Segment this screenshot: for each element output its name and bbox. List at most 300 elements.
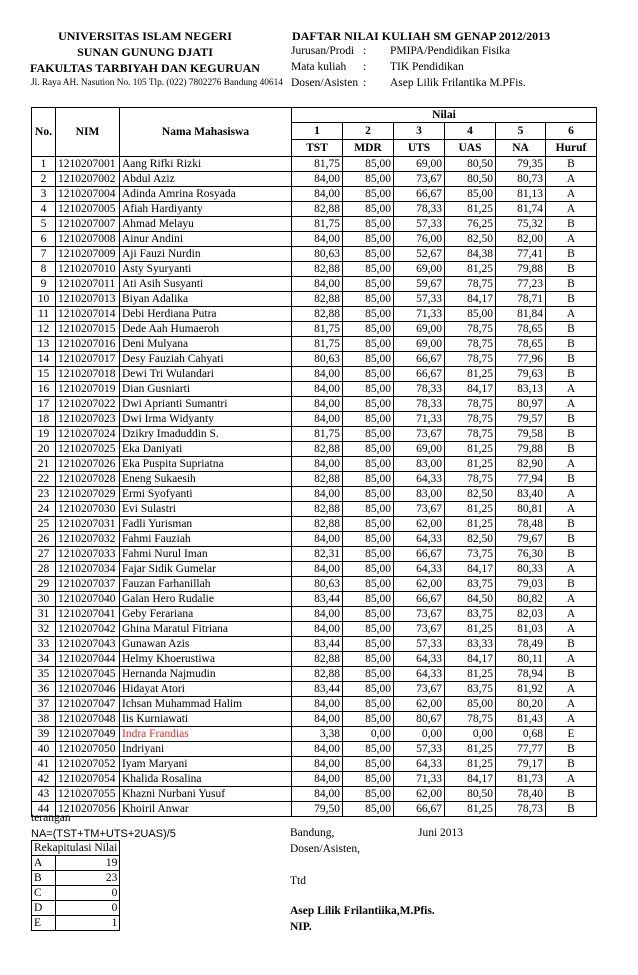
row-nim: 1210207018 [56,367,120,382]
row-huruf: B [546,367,597,382]
row-huruf: B [546,517,597,532]
row-nim: 1210207029 [56,487,120,502]
row-na: 79,58 [496,427,546,442]
row-tst: 79,50 [292,802,343,817]
meta-label-prodi: Jurusan/Prodi [291,45,355,57]
row-mdr: 85,00 [343,742,394,757]
signer-nip: NIP. [290,921,312,933]
table-row [32,727,597,742]
row-uas: 81,25 [445,667,496,682]
row-tst: 82,88 [292,472,343,487]
row-mdr: 85,00 [343,622,394,637]
row-uas: 83,75 [445,577,496,592]
table-row [32,532,597,547]
meta-label-lecturer: Dosen/Asisten [291,77,359,89]
table-row [32,187,597,202]
signature-ttd: Ttd [290,875,306,887]
row-mdr: 85,00 [343,382,394,397]
row-no: 30 [32,592,56,607]
row-uas: 85,00 [445,307,496,322]
table-row [32,577,597,592]
row-no: 1 [32,157,56,172]
row-huruf: A [546,697,597,712]
row-nim: 1210207056 [56,802,120,817]
row-uas: 81,25 [445,622,496,637]
row-tst: 84,00 [292,757,343,772]
row-nim: 1210207010 [56,262,120,277]
row-name: Gunawan Azis [120,637,292,652]
row-mdr: 85,00 [343,577,394,592]
row-tst: 81,75 [292,322,343,337]
row-uts: 71,33 [394,307,445,322]
notes-label: terangan [31,812,71,824]
row-huruf: B [546,292,597,307]
row-nim: 1210207049 [56,727,120,742]
row-uts: 57,33 [394,742,445,757]
row-huruf: E [546,727,597,742]
row-na: 81,43 [496,712,546,727]
row-na: 78,48 [496,517,546,532]
row-tst: 84,00 [292,187,343,202]
meta-label-course: Mata kuliah [291,61,347,73]
row-huruf: A [546,682,597,697]
table-row [32,652,597,667]
row-na: 0,68 [496,727,546,742]
row-mdr: 85,00 [343,232,394,247]
table-row [32,412,597,427]
row-huruf: A [546,772,597,787]
row-huruf: A [546,712,597,727]
recap-count: 23 [56,871,120,886]
row-uas: 78,75 [445,277,496,292]
recap-title: Rekapitulasi Nilai [32,841,120,856]
row-nim: 1210207022 [56,397,120,412]
row-uas: 83,75 [445,607,496,622]
row-tst: 81,75 [292,427,343,442]
row-huruf: B [546,742,597,757]
row-tst: 84,00 [292,457,343,472]
row-name: Adinda Amrina Rosyada [120,187,292,202]
row-no: 4 [32,202,56,217]
row-na: 78,65 [496,322,546,337]
row-nim: 1210207045 [56,667,120,682]
row-nim: 1210207037 [56,577,120,592]
row-na: 78,73 [496,802,546,817]
row-huruf: B [546,547,597,562]
row-name: Fauzan Farhanillah [120,577,292,592]
row-huruf: A [546,607,597,622]
row-mdr: 85,00 [343,412,394,427]
row-tst: 80,63 [292,577,343,592]
row-name: Helmy Khoerustiwa [120,652,292,667]
row-name: Deni Mulyana [120,337,292,352]
row-na: 79,67 [496,532,546,547]
row-nim: 1210207052 [56,757,120,772]
meta-colon-lecturer: : [363,77,367,89]
faculty-name: FAKULTAS TARBIYAH DAN KEGURUAN [30,61,260,75]
row-tst: 84,00 [292,277,343,292]
table-row [32,397,597,412]
table-row [32,787,597,802]
row-name: Khazni Nurbani Yusuf [120,787,292,802]
row-nim: 1210207028 [56,472,120,487]
row-na: 80,33 [496,562,546,577]
row-no: 35 [32,667,56,682]
table-row [32,247,597,262]
row-name: Dian Gusniarti [120,382,292,397]
row-name: Dwi Aprianti Sumantri [120,397,292,412]
table-row [32,772,597,787]
table-row [32,427,597,442]
row-no: 18 [32,412,56,427]
row-tst: 82,88 [292,502,343,517]
row-uas: 80,50 [445,157,496,172]
row-huruf: B [546,802,597,817]
row-no: 40 [32,742,56,757]
row-nim: 1210207005 [56,202,120,217]
row-no: 28 [32,562,56,577]
row-uts: 64,33 [394,652,445,667]
row-nim: 1210207001 [56,157,120,172]
table-row [32,487,597,502]
meta-value-lecturer: Asep Lilik Frilantika M.PFis. [390,77,526,89]
row-tst: 84,00 [292,232,343,247]
row-name: Dwi Irma Widyanty [120,412,292,427]
row-nim: 1210207032 [56,532,120,547]
row-name: Khalida Rosalina [120,772,292,787]
row-na: 82,03 [496,607,546,622]
table-row [32,502,597,517]
row-nim: 1210207016 [56,337,120,352]
row-no: 25 [32,517,56,532]
row-no: 20 [32,442,56,457]
row-huruf: B [546,532,597,547]
row-mdr: 85,00 [343,262,394,277]
row-nim: 1210207048 [56,712,120,727]
row-huruf: A [546,232,597,247]
row-name: Eneng Sukaesih [120,472,292,487]
row-name: Biyan Adalika [120,292,292,307]
row-huruf: A [546,397,597,412]
row-mdr: 85,00 [343,322,394,337]
row-no: 32 [32,622,56,637]
row-uas: 84,17 [445,562,496,577]
row-no: 34 [32,652,56,667]
row-no: 43 [32,787,56,802]
row-nim: 1210207040 [56,592,120,607]
row-uts: 69,00 [394,322,445,337]
row-uts: 64,33 [394,562,445,577]
row-na: 79,88 [496,262,546,277]
row-huruf: A [546,502,597,517]
row-name: Desy Fauziah Cahyati [120,352,292,367]
header-no: No. [32,108,56,157]
table-row [32,352,597,367]
row-no: 21 [32,457,56,472]
row-nim: 1210207017 [56,352,120,367]
row-name: Eka Daniyati [120,442,292,457]
row-uts: 73,67 [394,502,445,517]
row-huruf: B [546,277,597,292]
row-tst: 84,00 [292,697,343,712]
row-na: 80,20 [496,697,546,712]
header-nilai: Nilai [292,108,597,123]
signature-role: Dosen/Asisten, [290,843,360,855]
row-uas: 85,00 [445,187,496,202]
row-no: 11 [32,307,56,322]
row-uts: 62,00 [394,517,445,532]
row-na: 77,94 [496,472,546,487]
row-uts: 83,00 [394,457,445,472]
recap-grade: D [32,901,56,916]
row-huruf: A [546,487,597,502]
row-uts: 73,67 [394,172,445,187]
recap-grade: A [32,856,56,871]
row-uts: 69,00 [394,442,445,457]
row-nim: 1210207044 [56,652,120,667]
row-huruf: B [546,412,597,427]
row-name: Ichsan Muhammad Halim [120,697,292,712]
row-mdr: 85,00 [343,427,394,442]
row-name: Dzikry Imaduddin S. [120,427,292,442]
row-uas: 82,50 [445,232,496,247]
table-row [32,457,597,472]
row-na: 80,82 [496,592,546,607]
university-name-line2: SUNAN GUNUNG DJATI [77,45,213,59]
table-row [32,742,597,757]
table-row [32,157,597,172]
row-tst: 84,00 [292,742,343,757]
row-mdr: 85,00 [343,772,394,787]
row-no: 29 [32,577,56,592]
header-na: NA [496,140,546,157]
row-mdr: 85,00 [343,457,394,472]
row-na: 81,13 [496,187,546,202]
row-na: 81,92 [496,682,546,697]
row-name: Aang Rifki Rizki [120,157,292,172]
row-nim: 1210207025 [56,442,120,457]
row-uts: 78,33 [394,202,445,217]
table-row [32,622,597,637]
row-uts: 71,33 [394,412,445,427]
row-mdr: 85,00 [343,352,394,367]
row-na: 79,17 [496,757,546,772]
header-col-5: 5 [496,123,546,140]
row-no: 23 [32,487,56,502]
table-row [32,682,597,697]
row-name: Hidayat Atori [120,682,292,697]
row-uas: 0,00 [445,727,496,742]
row-uts: 66,67 [394,187,445,202]
row-huruf: B [546,337,597,352]
row-no: 19 [32,427,56,442]
row-mdr: 85,00 [343,667,394,682]
row-na: 80,81 [496,502,546,517]
row-huruf: B [546,637,597,652]
recap-grade: B [32,871,56,886]
table-row [32,217,597,232]
row-no: 37 [32,697,56,712]
row-huruf: B [546,787,597,802]
row-name: Aji Fauzi Nurdin [120,247,292,262]
row-uts: 64,33 [394,667,445,682]
row-uts: 69,00 [394,157,445,172]
row-huruf: A [546,592,597,607]
na-formula: NA=(TST+TM+UTS+2UAS)/5 [31,828,176,840]
header-uas: UAS [445,140,496,157]
row-name: Fajar Sidik Gumelar [120,562,292,577]
row-name: Iyam Maryani [120,757,292,772]
recap-grade: C [32,886,56,901]
row-na: 79,03 [496,577,546,592]
row-tst: 82,31 [292,547,343,562]
row-nim: 1210207031 [56,517,120,532]
row-name: Ati Asih Susyanti [120,277,292,292]
row-nim: 1210207030 [56,502,120,517]
row-mdr: 85,00 [343,757,394,772]
header-huruf: Huruf [546,140,597,157]
row-uts: 73,67 [394,682,445,697]
row-tst: 84,00 [292,787,343,802]
row-mdr: 85,00 [343,247,394,262]
row-huruf: A [546,652,597,667]
row-no: 12 [32,322,56,337]
row-huruf: A [546,202,597,217]
row-tst: 82,88 [292,292,343,307]
row-mdr: 85,00 [343,607,394,622]
table-row [32,172,597,187]
row-mdr: 85,00 [343,157,394,172]
table-row [32,382,597,397]
row-tst: 84,00 [292,712,343,727]
header-uts: UTS [394,140,445,157]
row-name: Ermi Syofyanti [120,487,292,502]
row-uas: 81,25 [445,802,496,817]
row-no: 14 [32,352,56,367]
row-na: 82,90 [496,457,546,472]
row-uas: 78,75 [445,712,496,727]
table-row [32,667,597,682]
row-mdr: 85,00 [343,592,394,607]
row-na: 80,11 [496,652,546,667]
table-row [32,757,597,772]
recap-row [32,871,120,886]
row-na: 81,73 [496,772,546,787]
meta-value-course: TIK Pendidikan [390,61,464,73]
row-mdr: 85,00 [343,682,394,697]
row-nim: 1210207034 [56,562,120,577]
row-tst: 84,00 [292,772,343,787]
row-huruf: B [546,577,597,592]
header-col-1: 1 [292,123,343,140]
row-huruf: B [546,247,597,262]
row-na: 79,63 [496,367,546,382]
row-mdr: 85,00 [343,532,394,547]
faculty-address: Jl. Raya AH. Nasution No. 105 Tlp. (022) 7802276 Bandung 40614 [31,78,283,88]
row-no: 16 [32,382,56,397]
row-uts: 62,00 [394,697,445,712]
row-mdr: 85,00 [343,547,394,562]
row-mdr: 85,00 [343,652,394,667]
row-uts: 57,33 [394,637,445,652]
row-na: 76,30 [496,547,546,562]
row-huruf: B [546,427,597,442]
row-na: 83,40 [496,487,546,502]
row-nim: 1210207011 [56,277,120,292]
row-huruf: B [546,757,597,772]
row-uts: 52,67 [394,247,445,262]
signature-place: Bandung, [290,827,335,839]
recap-row [32,901,120,916]
row-uts: 62,00 [394,787,445,802]
row-uas: 78,75 [445,397,496,412]
row-nim: 1210207013 [56,292,120,307]
row-na: 77,77 [496,742,546,757]
row-na: 81,03 [496,622,546,637]
header-col-4: 4 [445,123,496,140]
row-tst: 84,00 [292,397,343,412]
meta-value-prodi: PMIPA/Pendidikan Fisika [390,45,511,57]
row-na: 80,73 [496,172,546,187]
row-no: 13 [32,337,56,352]
row-name: Khoiril Anwar [120,802,292,817]
row-tst: 84,00 [292,172,343,187]
row-uts: 66,67 [394,547,445,562]
row-uts: 64,33 [394,757,445,772]
header-mdr: MDR [343,140,394,157]
row-na: 77,23 [496,277,546,292]
row-uas: 81,25 [445,202,496,217]
row-tst: 84,00 [292,607,343,622]
row-uas: 82,50 [445,532,496,547]
row-uas: 81,25 [445,502,496,517]
row-mdr: 85,00 [343,277,394,292]
row-nim: 1210207015 [56,322,120,337]
header-tst: TST [292,140,343,157]
row-name: Indriyani [120,742,292,757]
row-name: Evi Sulastri [120,502,292,517]
signer-name: Asep Lilik Frilantiika,M.Pfis. [290,905,435,917]
row-uas: 84,17 [445,292,496,307]
row-uas: 78,75 [445,412,496,427]
recap-count: 1 [56,916,120,931]
row-mdr: 85,00 [343,442,394,457]
row-uas: 78,75 [445,352,496,367]
row-huruf: B [546,157,597,172]
table-row [32,802,597,817]
header-col-3: 3 [394,123,445,140]
row-uts: 71,33 [394,772,445,787]
row-uas: 78,75 [445,427,496,442]
row-no: 15 [32,367,56,382]
row-mdr: 85,00 [343,337,394,352]
row-tst: 82,88 [292,202,343,217]
row-uas: 80,50 [445,787,496,802]
row-uts: 78,33 [394,397,445,412]
row-no: 36 [32,682,56,697]
row-nim: 1210207024 [56,427,120,442]
row-uts: 66,67 [394,367,445,382]
row-nim: 1210207043 [56,637,120,652]
table-row [32,292,597,307]
row-na: 78,40 [496,787,546,802]
table-row [32,472,597,487]
row-no: 26 [32,532,56,547]
meta-colon-course: : [363,61,367,73]
row-mdr: 85,00 [343,187,394,202]
row-name: Ainur Andini [120,232,292,247]
row-no: 27 [32,547,56,562]
